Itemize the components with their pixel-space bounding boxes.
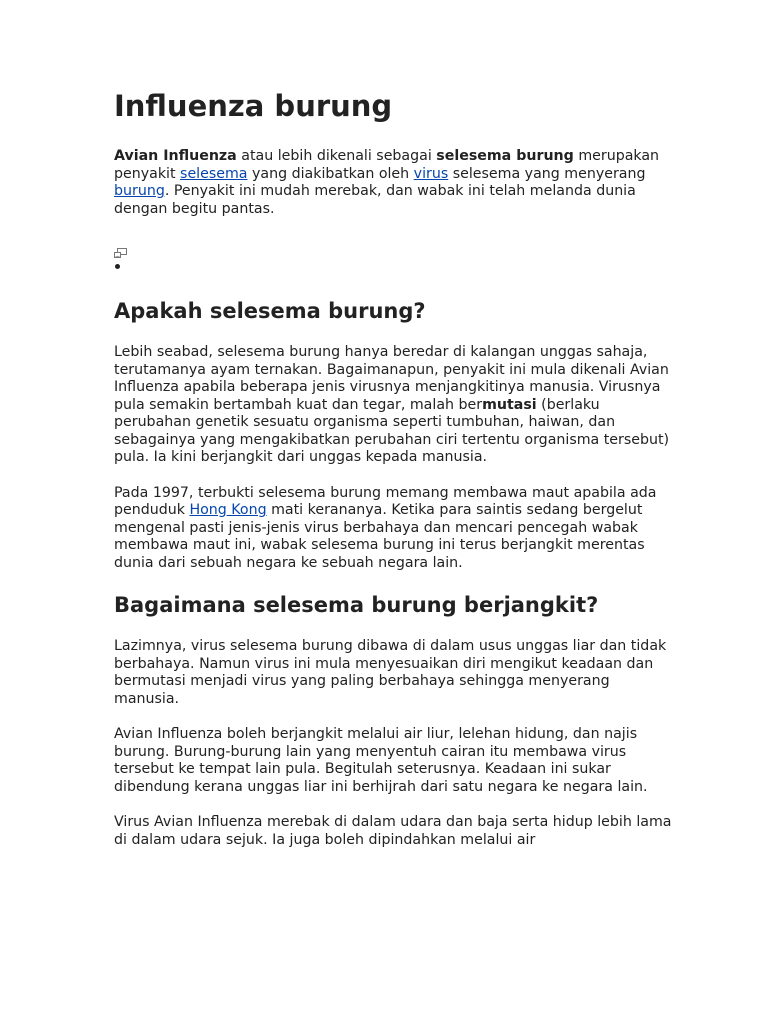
link-virus[interactable]: virus <box>413 165 449 182</box>
page-title: Influenza burung <box>114 89 393 123</box>
bullet-dot <box>115 264 120 269</box>
section-heading-2: Bagaimana selesema burung berjangkit? <box>114 593 599 617</box>
intro-text: yang diakibatkan oleh <box>247 165 414 182</box>
link-hong-kong[interactable]: Hong Kong <box>189 502 267 518</box>
paragraph-text: Lebih seabad, selesema burung hanya beredar di kalangan unggas sahaja, terutamanya ayam ternakan. Bagaimanapun, penyakit ini mula dikenali Avian Influenza apabila beberapa jenis virusnya menjangkitinya manusia. Virusnya pula semakin bertambah kuat dan tegar, malah ber <box>114 344 669 413</box>
list-item <box>114 262 674 274</box>
section-heading-1: Apakah selesema burung? <box>114 299 426 323</box>
paragraph-text: Pada 1997, terbukti selesema burung memang membawa maut apabila ada penduduk <box>114 484 657 518</box>
broken-image-icon <box>114 248 128 260</box>
intro-text: selesema yang menyerang <box>448 165 646 182</box>
link-selesema[interactable]: selesema <box>180 165 248 182</box>
image-list <box>114 262 674 276</box>
section2-paragraph-2: Avian Influenza boleh berjangkit melalui air liur, lelehan hidung, dan najis burung. Burung-burung lain yang menyentuh cairan itu membawa virus tersebut ke tempat lain pula. Begitulah seterusnya. Keadaan ini sukar dibendung kerana unggas liar ini berhijrah dari satu negara ke negara lain. <box>114 726 648 795</box>
paragraph-text: (berlaku perubahan genetik sesuatu organisma seperti tumbuhan, haiwan, dan sebagainya yang mengakibatkan perubahan ciri tertentu organisma tersebut) pula. Ia kini berjangkit dari unggas kepada manusia. <box>114 396 670 465</box>
paragraph-text: mati kerananya. Ketika para saintis sedang bergelut mengenal pasti jenis-jenis virus berbahaya dan mencari pencegah wabak membawa maut ini, wabak selesema burung ini terus berjangkit merentas dunia dari sebuah negara ke sebuah negara lain. <box>114 502 645 571</box>
intro-paragraph <box>114 148 674 218</box>
intro-bold-term: Avian Influenza <box>114 148 237 164</box>
section1-paragraph-2 <box>114 485 674 573</box>
link-burung[interactable]: burung <box>114 183 165 199</box>
intro-text: merupakan penyakit <box>114 148 660 182</box>
document-page <box>114 86 674 867</box>
bold-term-mutasi: mutasi <box>482 396 537 413</box>
intro-bold-term-2: selesema burung <box>436 148 574 164</box>
intro-text: atau lebih dikenali sebagai <box>236 148 437 164</box>
image-placeholder <box>114 248 674 262</box>
section2-paragraph-3: Virus Avian Influenza merebak di dalam udara dan baja serta hidup lebih lama di dalam udara sejuk. Ia juga boleh dipindahkan melalui air <box>114 814 672 848</box>
section2-paragraph-1: Lazimnya, virus selesema burung dibawa di dalam usus unggas liar dan tidak berbahaya. Namun virus ini mula menyesuaikan diri mengikut keadaan dan bermutasi menjadi virus yang paling berbahaya sehingga menyerang manusia. <box>114 638 667 707</box>
intro-text: . Penyakit ini mudah merebak, dan wabak ini telah melanda dunia dengan begitu pantas. <box>114 183 636 217</box>
section1-paragraph-1 <box>114 344 674 467</box>
